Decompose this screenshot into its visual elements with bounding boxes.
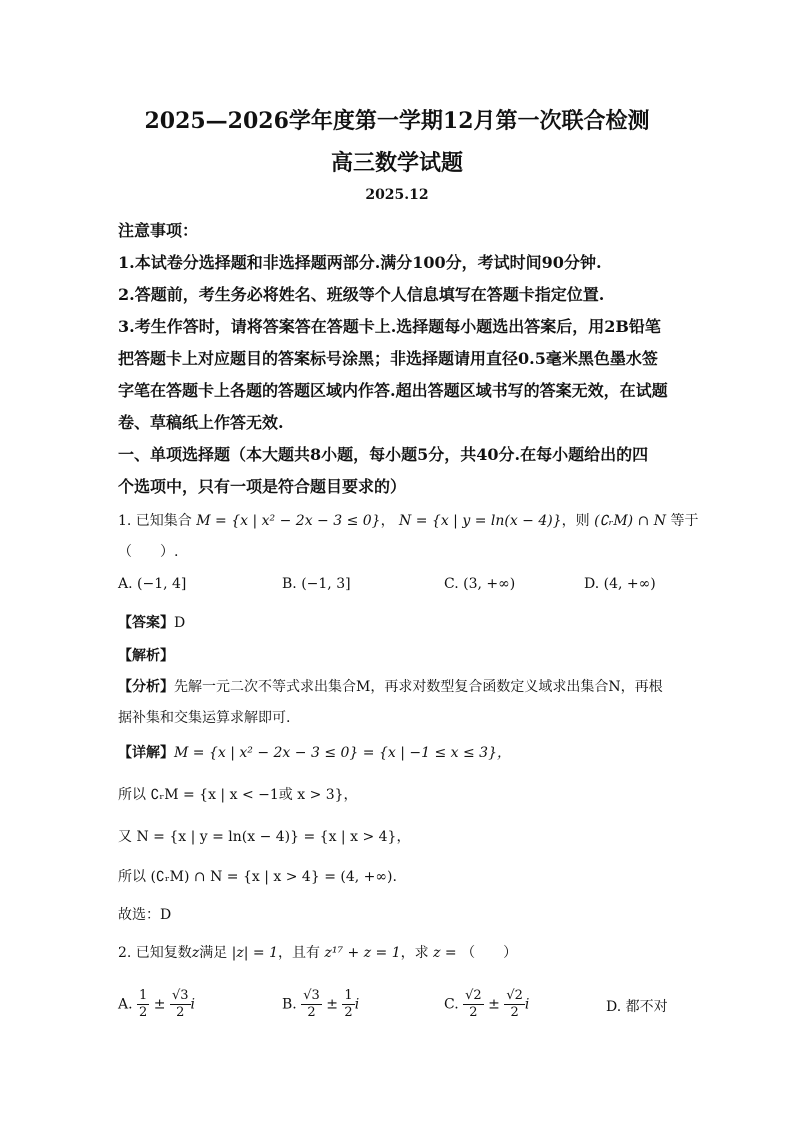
- note-3-line-2: 把答题卡上对应题目的答案标号涂黑；非选择题请用直径0.5毫米黑色墨水签: [118, 349, 658, 368]
- note-1: 1.本试卷分选择题和非选择题两部分.满分100分，考试时间90分钟.: [118, 253, 602, 272]
- q2-ask: z =: [433, 945, 457, 961]
- frac-denominator: 2: [510, 1005, 519, 1020]
- q1-choose: 故选：D: [118, 907, 172, 923]
- q1-fenxi-line-1: [118, 676, 663, 696]
- q1-stem-prefix: 1. 已知集合: [118, 513, 192, 529]
- note-3-line-4: 卷、草稿纸上作答无效.: [118, 413, 284, 432]
- plus-minus: ±: [153, 996, 166, 1013]
- imaginary-unit: i: [524, 996, 530, 1013]
- q1-fenxi-label: 【分析】: [118, 679, 174, 695]
- frac-numerator: 1: [139, 988, 148, 1003]
- q1-detail-label: 【详解】: [118, 745, 174, 761]
- section-1-line-1: 一、单项选择题（本大题共8小题，每小题5分，共40分.在每小题给出的四: [118, 445, 649, 464]
- q2-stem: [118, 942, 517, 962]
- imaginary-unit: i: [354, 996, 360, 1013]
- q2-option-b: [282, 988, 359, 1021]
- q2-option-b-label: B.: [282, 996, 297, 1013]
- q2-option-b-frac-1: [301, 988, 322, 1021]
- q2-option-a-label: A.: [118, 996, 133, 1013]
- notes-heading: 注意事项：: [118, 221, 199, 240]
- q1-option-a: A. (−1, 4]: [118, 576, 187, 592]
- frac-denominator: 2: [307, 1005, 316, 1020]
- frac-denominator: 2: [344, 1005, 353, 1020]
- q2-stem-satisfies: 满足: [199, 945, 228, 961]
- q1-option-c: C. (3, +∞): [444, 576, 516, 592]
- q1-expression: (∁ᵣM) ∩ N: [594, 513, 667, 529]
- q2-stem-and: ，且有: [278, 945, 321, 961]
- q1-set-n: N = {x | y = ln(x − 4)}: [399, 513, 562, 529]
- q1-analysis-label: 【解析】: [118, 648, 174, 664]
- q1-stem: [118, 510, 698, 530]
- frac-denominator: 2: [176, 1005, 185, 1020]
- q1-option-b: B. (−1, 3]: [282, 576, 351, 592]
- q2-option-a-frac-1: [137, 988, 149, 1021]
- q1-detail-line-4: 所以 (∁ᵣM) ∩ N = {x | x > 4} = (4, +∞).: [118, 869, 397, 885]
- q2-paren: （ ）: [461, 945, 518, 961]
- q2-stem-prefix: 2. 已知复数: [118, 945, 192, 961]
- q1-detail-text-1: M = {x | x² − 2x − 3 ≤ 0} = {x | −1 ≤ x ≤ 3}，: [174, 745, 511, 761]
- q1-answer: [118, 612, 185, 632]
- frac-denominator: 2: [139, 1005, 148, 1020]
- q2-option-b-frac-2: [342, 988, 354, 1021]
- q2-option-c: [444, 988, 529, 1021]
- q1-fenxi-text-1: 先解一元二次不等式求出集合M，再求对数型复合函数定义域求出集合N，再根: [174, 679, 663, 695]
- q2-condition-2: z¹⁷ + z = 1: [324, 945, 401, 961]
- q2-option-a: [118, 988, 195, 1021]
- frac-numerator: √2: [465, 988, 482, 1003]
- note-3-line-3: 字笔在答题卡上各题的答题区域内作答.超出答题区域书写的答案无效，在试题: [118, 381, 668, 400]
- frac-denominator: 2: [469, 1005, 478, 1020]
- section-1-line-2: 个选项中，只有一项是符合题目要求的）: [118, 477, 407, 496]
- q2-option-d: D. 都不对: [606, 999, 668, 1015]
- note-3-line-1: 3.考生作答时，请将答案答在答题卡上.选择题每小题选出答案后，用2B铅笔: [118, 317, 661, 336]
- q2-option-c-label: C.: [444, 996, 459, 1013]
- q2-option-a-frac-2: [170, 988, 191, 1021]
- q1-answer-value: D: [174, 615, 186, 631]
- exam-subtitle: 高三数学试题: [330, 150, 463, 176]
- note-2: 2.答题前，考生务必将姓名、班级等个人信息填写在答题卡指定位置.: [118, 285, 605, 304]
- q1-stem-equals: 等于: [670, 513, 699, 529]
- q2-option-c-frac-1: [463, 988, 484, 1021]
- frac-numerator: 1: [344, 988, 353, 1003]
- q1-detail-line-2: 所以 ∁ᵣM = {x | x < −1或 x > 3}，: [118, 787, 358, 803]
- q1-stem-then: ，则: [561, 513, 590, 529]
- q1-fenxi-line-2: 据补集和交集运算求解即可.: [118, 710, 291, 726]
- frac-numerator: √2: [506, 988, 523, 1003]
- exam-date: 2025.12: [365, 187, 429, 203]
- q1-paren: （ ）.: [118, 544, 179, 560]
- plus-minus: ±: [488, 996, 500, 1013]
- q1-set-m: M = {x | x² − 2x − 3 ≤ 0}: [196, 513, 381, 529]
- q2-z: z: [191, 945, 200, 961]
- imaginary-unit: i: [190, 996, 195, 1013]
- q2-stem-find: ，求: [400, 945, 429, 961]
- frac-numerator: √3: [171, 988, 189, 1003]
- q1-detail-line-1: [118, 742, 511, 762]
- q1-option-d: D. (4, +∞): [584, 576, 656, 592]
- frac-numerator: √3: [303, 988, 320, 1003]
- q1-detail-line-3: 又 N = {x | y = ln(x − 4)} = {x | x > 4}，: [118, 829, 411, 845]
- q2-condition-1: |z| = 1: [231, 945, 279, 961]
- q1-answer-label: 【答案】: [118, 615, 174, 631]
- exam-title: 2025—2026学年度第一学期12月第一次联合检测: [144, 108, 650, 134]
- plus-minus: ±: [326, 996, 338, 1013]
- q2-option-c-frac-2: [504, 988, 525, 1021]
- q1-sep: ，: [380, 513, 395, 529]
